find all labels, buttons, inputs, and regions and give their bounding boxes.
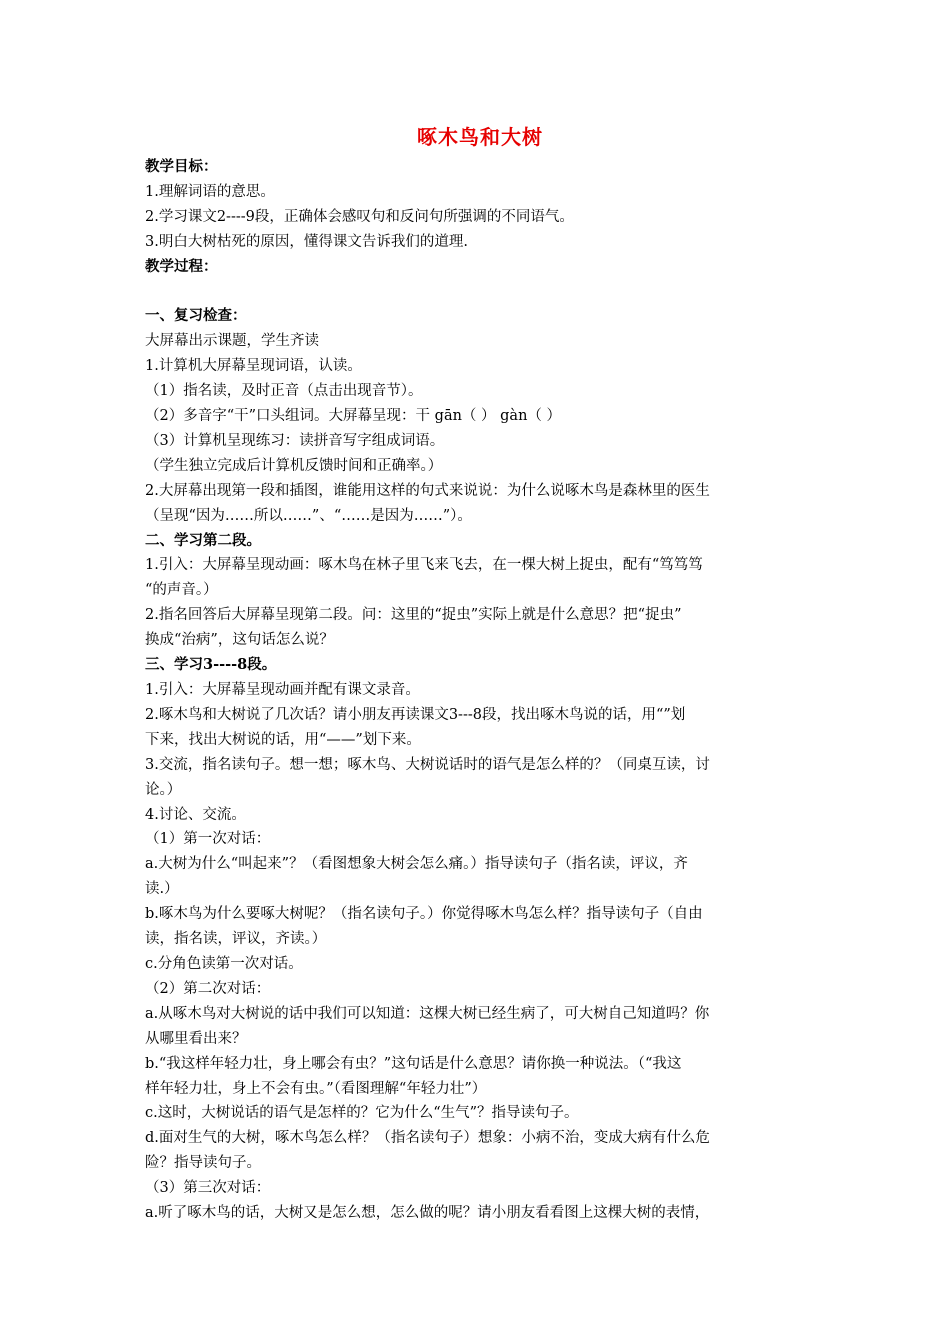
text-line: 大屏幕出示课题，学生齐读 bbox=[145, 333, 319, 350]
text-line: （1）第一次对话： bbox=[145, 831, 271, 848]
document-page bbox=[145, 120, 815, 1226]
section-heading: 教学目标： bbox=[145, 158, 218, 175]
text-line: 2.大屏幕出现第一段和插图，谁能用这样的句式来说说：为什么说啄木鸟是森林里的医生 bbox=[145, 482, 710, 499]
blank-line bbox=[145, 280, 815, 305]
text-line: 换成“治病”，这句话怎么说？ bbox=[145, 632, 334, 649]
text-line: c.这时，大树说话的语气是怎样的？它为什么“生气”？指导读句子。 bbox=[145, 1105, 579, 1122]
text-line: 读，指名读，评议，齐读。） bbox=[145, 931, 327, 948]
text-line: b.啄木鸟为什么要啄大树呢？（指名读句子。）你觉得啄木鸟怎么样？指导读句子（自由 bbox=[145, 906, 703, 923]
text-line: （3）第三次对话： bbox=[145, 1180, 271, 1197]
text-line: 2.学习课文2----9段，正确体会感叹句和反问句所强调的不同语气。 bbox=[145, 208, 574, 225]
text-line: 从哪里看出来？ bbox=[145, 1030, 247, 1047]
text-line: （学生独立完成后计算机反馈时间和正确率。） bbox=[145, 457, 443, 474]
text-line: a.从啄木鸟对大树说的话中我们可以知道：这棵大树已经生病了，可大树自己知道吗？你 bbox=[145, 1005, 710, 1022]
text-line: （呈现“因为……所以……”、“……是因为……”）。 bbox=[145, 507, 472, 524]
text-line: 1.引入：大屏幕呈现动画并配有课文录音。 bbox=[145, 682, 420, 699]
text-line: （1）指名读，及时正音（点击出现音节）。 bbox=[145, 383, 423, 400]
text-line: 2.指名回答后大屏幕呈现第二段。问：这里的“捉虫”实际上就是什么意思？把“捉虫” bbox=[145, 607, 682, 624]
text-line: 2.啄木鸟和大树说了几次话？请小朋友再读课文3---8段，找出啄木鸟说的话，用“”划 bbox=[145, 706, 686, 723]
text-line: a.大树为什么“叫起来”？（看图想象大树会怎么痛。）指导读句子（指名读，评议，齐 bbox=[145, 856, 688, 873]
text-line: （2）第二次对话： bbox=[145, 980, 271, 997]
document-title: 啄木鸟和大树 bbox=[417, 125, 543, 149]
text-line: a.听了啄木鸟的话，大树又是怎么想，怎么做的呢？请小朋友看看图上这棵大树的表情， bbox=[145, 1205, 710, 1222]
section-heading: 二、学习第二段。 bbox=[145, 531, 261, 549]
text-line: 样年轻力壮，身上不会有虫。”（看图理解“年轻力壮”） bbox=[145, 1080, 487, 1097]
text-line: 1.计算机大屏幕呈现词语，认读。 bbox=[145, 358, 362, 375]
section-heading: 三、学习3----8段。 bbox=[145, 656, 277, 674]
text-line: d.面对生气的大树，啄木鸟怎么样？（指名读句子）想象：小病不治，变成大病有什么危 bbox=[145, 1130, 710, 1147]
section-heading: 教学过程： bbox=[145, 257, 218, 275]
text-line: 读.） bbox=[145, 881, 179, 898]
text-line: （2）多音字“干”口头组词。大屏幕呈现：干 gān（ ） gàn（ ） bbox=[145, 408, 562, 425]
text-line: “的声音。） bbox=[145, 582, 218, 599]
text-line: 1.理解词语的意思。 bbox=[145, 183, 275, 200]
section-heading: 一、复习检查： bbox=[145, 307, 247, 325]
text-line: 3.明白大树枯死的原因，懂得课文告诉我们的道理. bbox=[145, 233, 468, 250]
text-line: 论。） bbox=[145, 781, 182, 798]
text-line: 下来，找出大树说的话，用“——”划下来。 bbox=[145, 731, 421, 748]
text-line: 1.引入：大屏幕呈现动画：啄木鸟在林子里飞来飞去，在一棵大树上捉虫，配有“笃笃笃 bbox=[145, 557, 703, 574]
text-line: 险？指导读句子。 bbox=[145, 1155, 261, 1172]
text-line: 4.讨论、交流。 bbox=[145, 806, 246, 823]
text-line: b.“我这样年轻力壮，身上哪会有虫？”这句话是什么意思？请你换一种说法。（“我这 bbox=[145, 1055, 682, 1072]
text-line: （3）计算机呈现练习：读拼音写字组成词语。 bbox=[145, 432, 445, 449]
text-line: c.分角色读第一次对话。 bbox=[145, 955, 303, 972]
text-line: 3.交流，指名读句子。想一想；啄木鸟、大树说话时的语气是怎么样的？（同桌互读，讨 bbox=[145, 756, 710, 773]
document-body bbox=[145, 155, 815, 1226]
